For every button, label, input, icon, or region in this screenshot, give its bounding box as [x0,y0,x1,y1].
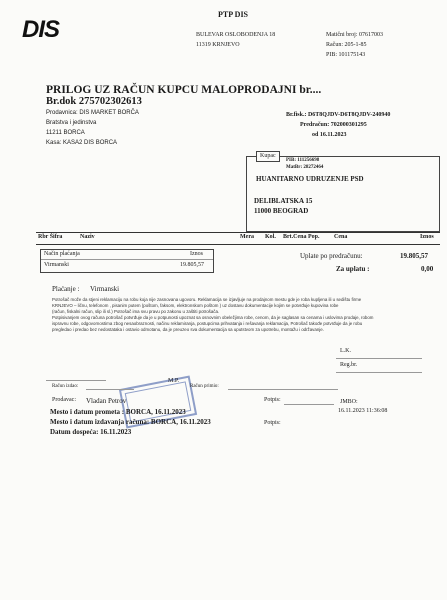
legal-line: KRNJEVO – ličnu, telefonom , pisanim putem (poštom, faksom, elektronskom poštom ) uz dostavu dokumentacije kojim se potvrđuje kupovina robe [52,303,339,308]
company-logo: DIS [22,16,60,43]
col-brt-cena-pop: Brt.Cena Pop. [283,234,320,240]
lk-label: L.K. [340,348,351,354]
racun-primio-label: Račun primio: [190,384,219,389]
prodavac-label: Prodavac: [52,397,76,403]
col-iznos: Iznos [420,234,434,240]
payment-box-divider [41,259,213,260]
company-pib: PIB: 101175143 [326,52,366,58]
payment-header-left: Način plaćanja [44,251,80,257]
buyer-box [246,156,440,232]
buyer-mb: MatBr: 28272464 [286,165,324,170]
placanje-label: Plaćanje : [52,285,80,293]
mesto-prometa: Mesto i datum prometa : BORCA, 16.11.2023 [50,408,186,416]
company-address: BULEVAR OSLOBODENJA 18 [196,32,276,38]
predracun-number: Predračun: 702000301295 [300,122,367,128]
legal-text [52,297,432,333]
company-racun: Račun: 205-1-85 [326,42,367,48]
buyer-street: DELIBLATSKA 15 [254,197,313,205]
col-cena: Cena [334,234,348,240]
store-name: Prodavnica: DIS MARKET BORČA [46,110,139,116]
buyer-label: Kupac [256,151,280,162]
store-city: 11211 BORCA [46,130,85,136]
primio-line [228,389,338,390]
payment-method: Virmanski [44,262,69,268]
col-mera: Mera [240,234,254,240]
legal-line: Potpisivanjem ovog računa potrošač potvrđuje da je u potpunosti upoznat sa osnovnim obeležjima robe, cenom, da je saglasan sa cenama i uslovima prodaje, robom [52,315,374,320]
uplate-value: 19.805,57 [400,252,428,260]
document-number: Br.dok 275702302613 [46,96,142,107]
table-top-line [36,232,440,233]
buyer-name: HUANITARNO UDRUZENJE PSD [256,175,364,183]
company-city: 11319 KRNJEVO [196,42,240,48]
regbr-label: Reg.br. [340,362,358,368]
col-kol: Kol. [265,234,276,240]
za-uplatu-label: Za uplatu : [336,265,370,273]
payment-header-right: Iznos [190,251,203,257]
izdao-line [86,389,134,390]
document-title: PRILOG UZ RAČUN KUPCU MALOPRODAJNI br.... [46,84,322,96]
company-name: PTP DIS [218,10,249,19]
fiscal-number: Br.fisk.: D6T8QJDV-D6T8QJDV-240940 [286,112,391,118]
document-date: od 16.11.2023 [312,132,347,138]
col-naziv: Naziv [80,234,95,240]
uplate-label: Uplate po predračunu: [300,252,363,260]
payment-amount: 19.805,57 [180,262,204,268]
legal-line: ispravnu robe, odgovornostima zbog nesaobraznosti, načinu reklamiranja, postupcima prihvatanja i rešavanja reklamacija, Potrošač takođe potvrđuje da je robu [52,321,363,326]
regbr-line [336,372,422,373]
store-street: Bratstva i jedinstva [46,120,97,126]
company-maticni: Matični broj: 07617003 [326,32,383,38]
potpis-line [284,404,334,405]
legal-line: (račun, fiskalni račun, slip ili sl.) Potrošač ima svu pravu po zakonu u zaštiti potrošača. [52,309,220,314]
mp-label: M.P. [168,378,180,384]
racun-izdao-label: Račun izdao: [52,384,79,389]
lk-line [336,358,422,359]
table-header-line [36,244,440,245]
buyer-city: 11000 BEOGRAD [254,207,309,215]
legal-line: Potrošač može da stjeni reklamaciju na robu koja nije zasnovana ugovoru. Reklamacija se izjavljuje na prodajnom mestu gde je roba kupljena ili u sedištu firme [52,297,362,302]
mesto-izdavanja: Mesto i datum izdavanja računa: BORCA, 16.11.2023 [50,418,211,426]
potpis-bottom-label: Potpis: [264,420,281,426]
signature-line-left [46,380,106,381]
store-kasa: Kasa: KASA2 DIS BORCA [46,140,118,146]
prodavac-name: Vladan Petrov [86,397,127,405]
col-rbr-sifra: Rbr Šifra [38,234,63,240]
buyer-pib: PIB: 111256698 [286,158,320,163]
datum-dospeca: Datum dospeća: 16.11.2023 [50,428,132,436]
za-uplatu-value: 0,00 [421,265,434,273]
placanje-value: Virmanski [90,285,120,293]
potpis-label: Potpis: [264,397,281,403]
legal-line: pregledao i predao bez nedostataka i ostavio odmotanu, da je preuzeo sva dokumentacija sa uputstvom za upotrebu, montažu i održavanje. [52,327,324,332]
signature-datetime: 16.11.2023 11:36:08 [338,408,388,414]
imbo-label: JMBO: [340,399,358,405]
